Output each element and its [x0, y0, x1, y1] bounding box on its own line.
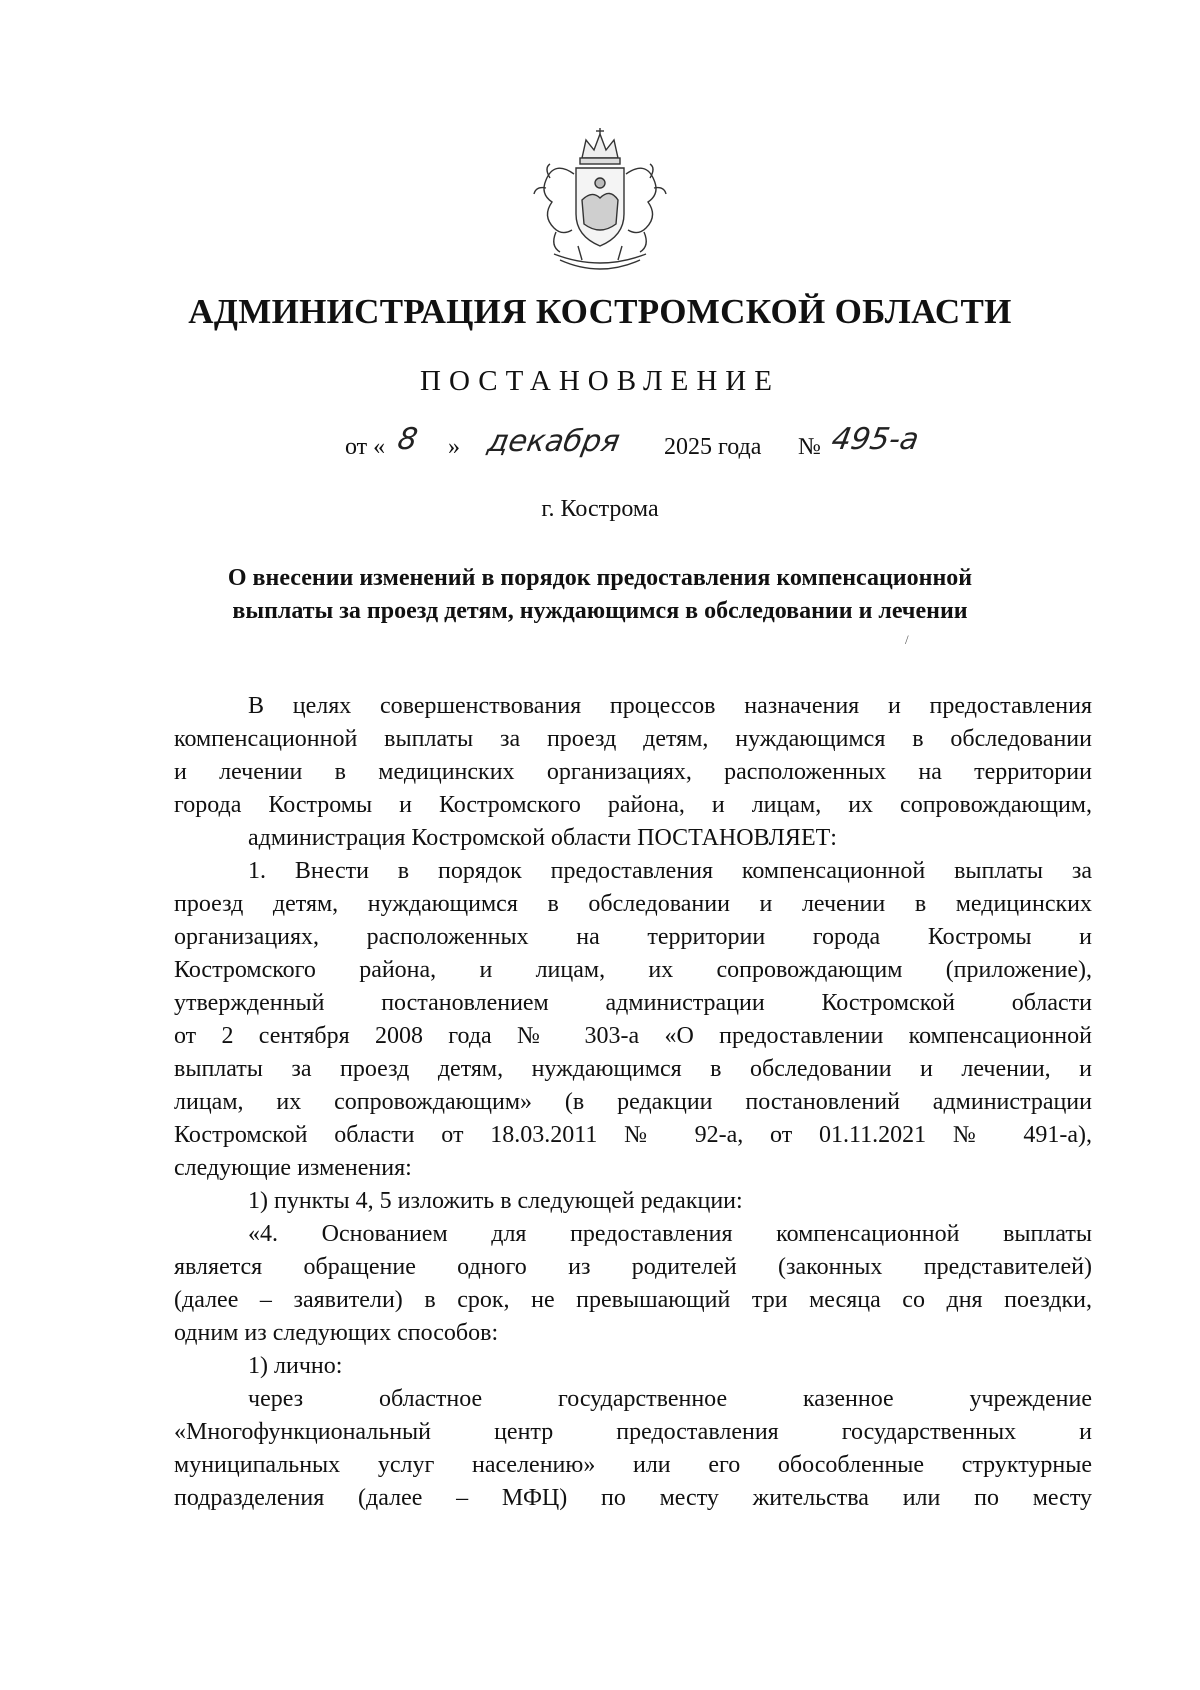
subject-line: выплаты за проезд детям, нуждающимся в обследовании и лечении — [232, 598, 968, 624]
body-line: выплаты за проезд детям, нуждающимся в обследовании и лечении, и — [174, 1056, 1092, 1082]
document-type: ПОСТАНОВЛЕНИЕ — [420, 365, 780, 397]
body-line: города Костромы и Костромского района, и лицам, их сопровождающим, — [174, 792, 1092, 818]
body-line: и лечении в медицинских организациях, расположенных на территории — [174, 759, 1092, 785]
date-year: 2025 года — [664, 434, 762, 460]
body-line: одним из следующих способов: — [174, 1320, 499, 1346]
margin-mark: / — [905, 632, 909, 647]
body-line: через областное государственное казенное учреждение — [248, 1386, 1092, 1412]
body-line: Костромского района, и лицам, их сопровождающим (приложение), — [174, 957, 1092, 983]
body-line: 1) лично: — [248, 1353, 343, 1379]
body-line: 1) пункты 4, 5 изложить в следующей редакции: — [248, 1188, 743, 1214]
body-line: «4. Основанием для предоставления компенсационной выплаты — [248, 1221, 1092, 1247]
body-line: утвержденный постановлением администрации Костромской области — [174, 990, 1092, 1016]
body-line: 1. Внести в порядок предоставления компенсационной выплаты за — [248, 858, 1092, 884]
body-line: муниципальных услуг населению» или его обособленные структурные — [174, 1452, 1092, 1478]
document-subject — [160, 562, 1040, 628]
body-line: Костромской области от 18.03.2011 № 92-а, от 01.11.2021 № 491-а), — [174, 1122, 1092, 1148]
body-line: компенсационной выплаты за проезд детям, нуждающимся в обследовании — [174, 726, 1092, 752]
body-line: следующие изменения: — [174, 1155, 412, 1181]
coat-of-arms-emblem — [520, 128, 680, 278]
organization-title: АДМИНИСТРАЦИЯ КОСТРОМСКОЙ ОБЛАСТИ — [188, 292, 1012, 331]
body-line: организациях, расположенных на территории города Костромы и — [174, 924, 1092, 950]
document-body — [174, 690, 1092, 1515]
date-prefix: от « — [345, 434, 386, 460]
document-number-handwritten: 495-а — [828, 422, 922, 457]
body-line: лицам, их сопровождающим» (в редакции постановлений администрации — [174, 1089, 1092, 1115]
date-day-handwritten: 8 — [394, 422, 421, 457]
date-line — [0, 422, 1200, 478]
body-line: является обращение одного из родителей (законных представителей) — [174, 1254, 1092, 1280]
subject-line: О внесении изменений в порядок предоставления компенсационной — [227, 565, 973, 591]
date-month-handwritten: декабря — [484, 424, 623, 459]
body-line: от 2 сентября 2008 года № 303-а «О предоставлении компенсационной — [174, 1023, 1092, 1049]
body-line: администрация Костромской области ПОСТАНОВЛЯЕТ: — [248, 825, 837, 851]
city-line: г. Кострома — [541, 496, 659, 522]
date-close-quote: » — [448, 434, 460, 460]
body-line: (далее – заявители) в срок, не превышающий три месяца со дня поездки, — [174, 1287, 1092, 1313]
body-line: подразделения (далее – МФЦ) по месту жительства или по месту — [174, 1485, 1092, 1511]
body-line: проезд детям, нуждающимся в обследовании и лечении в медицинских — [174, 891, 1092, 917]
number-sign: № — [798, 434, 821, 460]
body-line: В целях совершенствования процессов назначения и предоставления — [248, 693, 1092, 719]
body-line: «Многофункциональный центр предоставления государственных и — [174, 1419, 1092, 1445]
